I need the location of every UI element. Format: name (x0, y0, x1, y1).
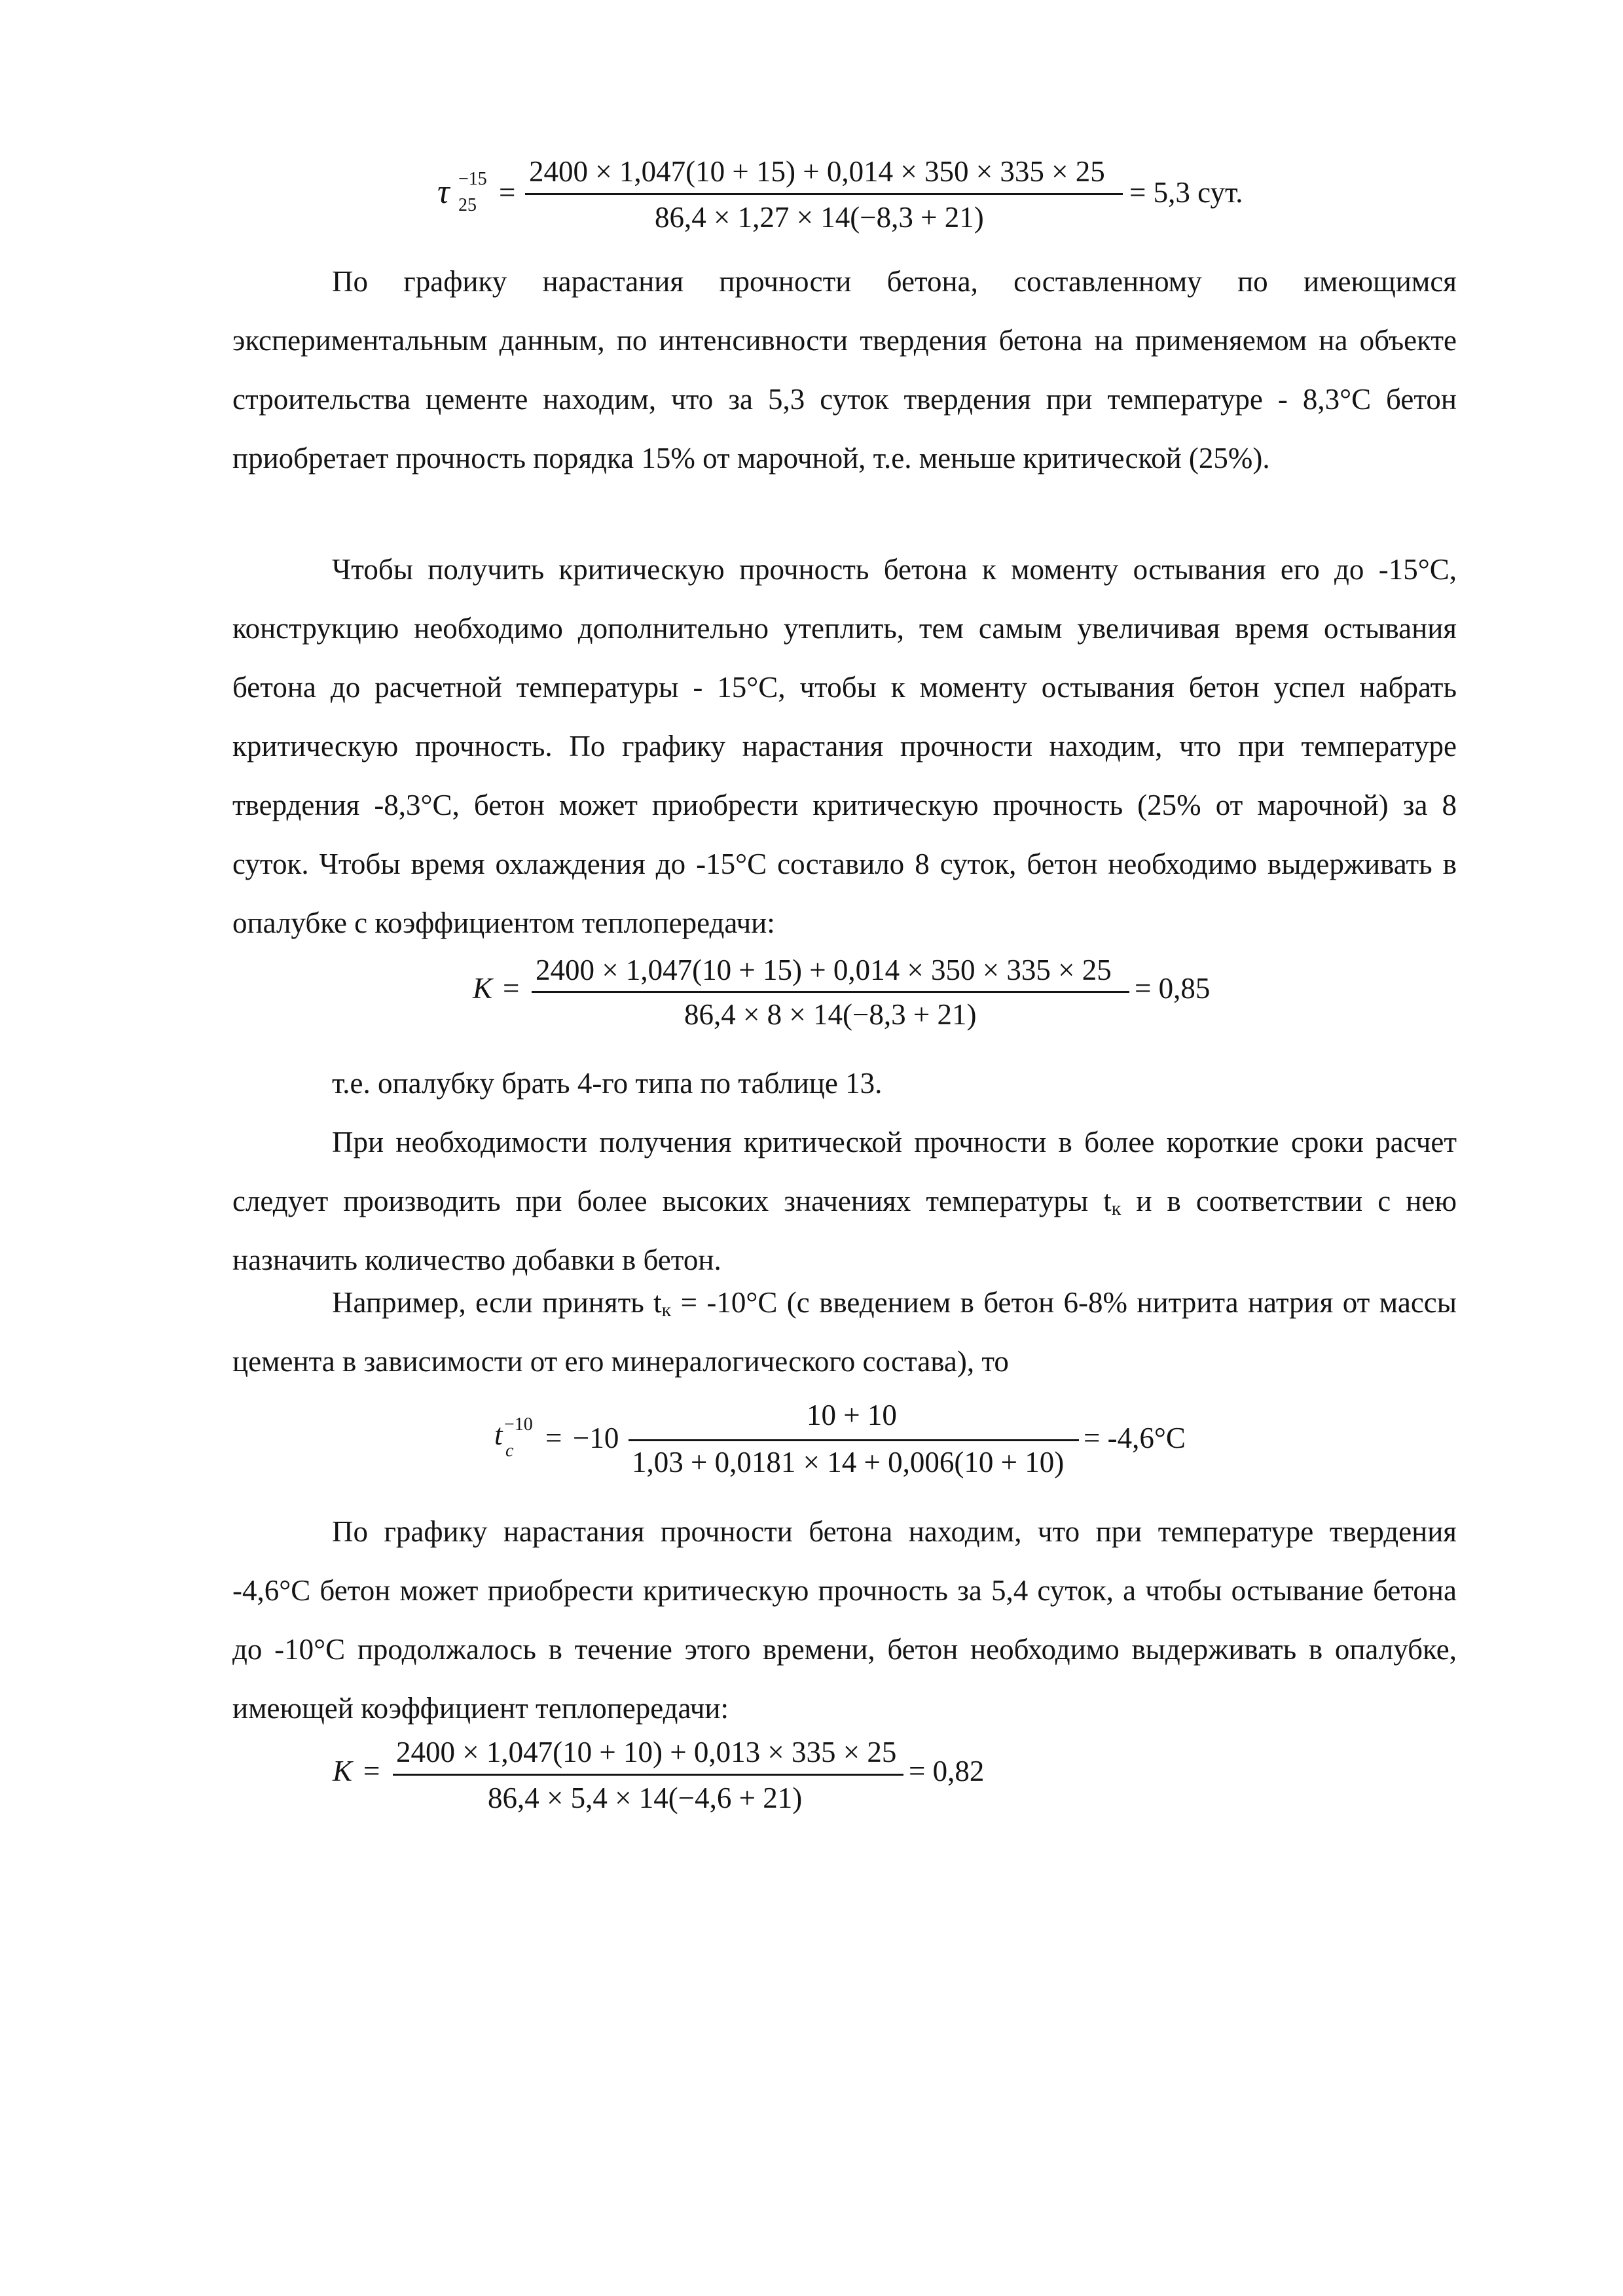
formula-k-085-symbol: K (473, 972, 493, 1005)
formula-k-085-denominator: 86,4 × 8 × 14(−8,3 + 21) (684, 998, 977, 1031)
paragraph-example-subscript: к (661, 1299, 672, 1321)
paragraph-graph-result-text: По графику нарастания прочности бетона находим, что при температуре твердения -4,6°С бетон может приобрести критическую прочность за 5,4 суток, а чтобы остывание бетона до -10°С продолжалось в течение этого времени, бетон необходимо выдерживать в опалубке, имеющей коэффициент теплопередачи: (232, 1515, 1457, 1725)
paragraph-shorter-terms (232, 1113, 1457, 1289)
paragraph-example-after: = -10°С (с введением в бетон 6-8% нитрита натрия от массы цемента в зависимости от его минералогического состава), то (232, 1286, 1457, 1378)
formula-tau-equals: = (499, 176, 516, 209)
formula-tau-numerator: 2400 × 1,047(10 + 15) + 0,014 × 350 × 335 × 25 (529, 155, 1105, 188)
paragraph-strength-graph (232, 252, 1457, 488)
formula-k-085-numerator: 2400 × 1,047(10 + 15) + 0,014 × 350 × 335 × 25 (536, 954, 1112, 986)
formula-k-082-equals: = (363, 1755, 380, 1787)
formula-temperature-subscript: c (505, 1441, 514, 1461)
paragraph-shorter-terms-after: и в соответствии с нею назначить количество добавки в бетон. (232, 1185, 1457, 1276)
formula-k-082-numerator: 2400 × 1,047(10 + 10) + 0,013 × 335 × 25 (396, 1736, 897, 1768)
formula-k-082-symbol: K (333, 1755, 353, 1787)
formula-k-085-result: = 0,85 (1135, 972, 1211, 1005)
line-formwork-type: т.е. опалубку брать 4-го типа по таблице 13. (332, 1067, 883, 1100)
formula-temperature-coefficient: −10 (573, 1422, 619, 1454)
paragraph-critical-strength (232, 540, 1457, 952)
formula-temperature-superscript: −10 (504, 1414, 533, 1435)
formula-temperature-symbol: t (494, 1418, 503, 1451)
formula-k-082-fraction-bar (393, 1774, 903, 1776)
formula-temperature-equals: = (545, 1422, 562, 1454)
formula-temperature-denominator: 1,03 + 0,0181 × 14 + 0,006(10 + 10) (632, 1446, 1065, 1479)
paragraph-shorter-terms-subscript: к (1111, 1198, 1122, 1219)
paragraph-shorter-terms-before: При необходимости получения критической прочности в более короткие сроки расчет следует производить при более высоких значениях температуры t (232, 1126, 1457, 1217)
formula-k-082-denominator: 86,4 × 5,4 × 14(−4,6 + 21) (488, 1782, 803, 1814)
paragraph-example (232, 1273, 1457, 1391)
paragraph-example-before: Например, если принять t (332, 1286, 662, 1319)
formula-k-085-fraction-bar (532, 991, 1129, 993)
formula-k-085-equals: = (503, 972, 520, 1005)
formula-tau-superscript: −15 (458, 169, 487, 189)
formula-k-082-result: = 0,82 (909, 1755, 985, 1787)
paragraph-critical-strength-text: Чтобы получить критическую прочность бетона к моменту остывания его до -15°С, конструкцию необходимо дополнительно утеплить, тем самым увеличивая время остывания бетона до расчетной температуры - 15°С, чтобы к моменту остывания бетон успел набрать критическую прочность. По графику нарастания прочности находим, что при температуре твердения -8,3°С, бетон может приобрести критическую прочность (25% от марочной) за 8 суток. Чтобы время охлаждения до -15°С составило 8 суток, бетон необходимо выдерживать в опалубке с коэффициентом теплопередачи: (232, 553, 1457, 939)
formula-temperature-numerator: 10 + 10 (807, 1399, 897, 1431)
paragraph-graph-result (232, 1502, 1457, 1738)
formula-tau-symbol: τ (437, 173, 450, 211)
formula-temperature-fraction-bar (629, 1439, 1079, 1441)
formula-tau-result: = 5,3 сут. (1129, 176, 1243, 209)
formula-tau-subscript: 25 (458, 195, 477, 215)
formula-temperature-result: = -4,6°C (1084, 1422, 1186, 1454)
formula-tau-fraction-bar (525, 193, 1123, 195)
paragraph-strength-graph-text: По графику нарастания прочности бетона, составленному по имеющимся экспериментальным данным, по интенсивности твердения бетона на применяемом на объекте строительства цементе находим, что за 5,3 суток твердения при температуре - 8,3°C бетон приобретает прочность порядка 15% от марочной, т.е. меньше критической (25%). (232, 265, 1457, 475)
formula-tau-denominator: 86,4 × 1,27 × 14(−8,3 + 21) (655, 201, 984, 234)
